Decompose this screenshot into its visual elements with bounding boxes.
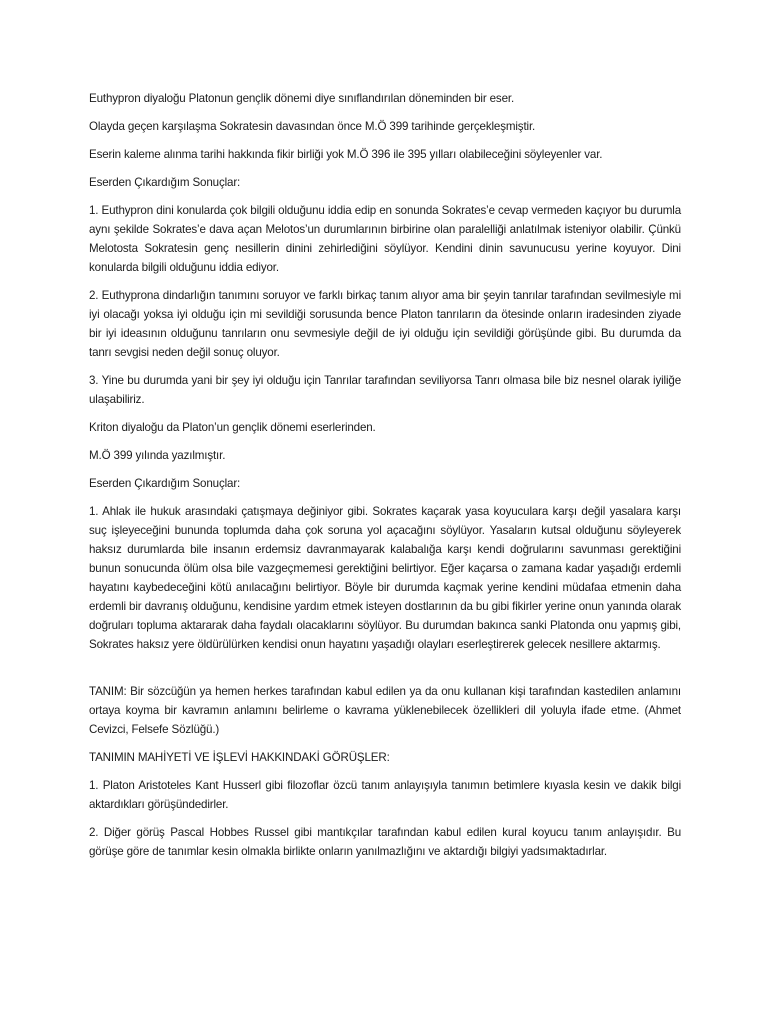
paragraph-view-1: 1. Platon Aristoteles Kant Husserl gibi filozoflar özcü tanım anlayışıyla tanımın betimlere kıyasla kesin ve dakik bilgi aktardıkları görüşündedirler.: [89, 779, 681, 811]
document-page: [89, 89, 681, 870]
heading-tanim-views: TANIMIN MAHİYETİ VE İŞLEVİ HAKKINDAKİ GÖRÜŞLER:: [89, 751, 390, 764]
paragraph-euthypron-intro: Euthypron diyaloğu Platonun gençlik dönemi diye sınıflandırılan döneminden bir eser.: [89, 92, 515, 105]
paragraph-kriton-conclusion-1: 1. Ahlak ile hukuk arasındaki çatışmaya değiniyor gibi. Sokrates kaçarak yasa koyuculara karşı değil yasalara karşı suç işleyeceğini bununda toplumda daha çok soruna yol açacağını söylüyor. Yasaların kutsal olduğunu söyleyerek haksız durumlarda bile insanın erdemsiz davranmayarak kalabalığa karşı kendi doğrularını savunması gerektiğini bunun sonucunda ölüm olsa bile vazgeçmemesi gerektiğini belirtiyor. Eğer kaçarsa o zamana kadar yaşadığı erdemli hayatını kaybedeceğini kötü anılacağını belirtiyor. Böyle bir durumda kaçmak yerine kendini müdafaa etmenin daha erdemli bir davranış olduğunu, kendisine yardım etmek isteyen dostlarının da bu gibi fikirler yerine onun yanında olarak doğruları topluma aktararak daha faydalı olacaklarını söylüyor. Bu durumdan bakınca sanki Platonda onu yapmış gibi, Sokrates haksız yere öldürülürken kendisi onun hayatını yaşadığı olayları eserleştirerek gelecek nesillere aktarmış.: [89, 505, 681, 651]
heading-conclusions-2: Eserden Çıkardığım Sonuçlar:: [89, 477, 241, 490]
paragraph-tanim-definition: TANIM: Bir sözcüğün ya hemen herkes tarafından kabul edilen ya da onu kullanan kişi tarafından kastedilen anlamını ortaya koyma bir kavramın anlamını belirleme o kavrama yüklenebilecek özellikleri dil yoluyla ifade etme. (Ahmet Cevizci, Felsefe Sözlüğü.): [89, 685, 681, 736]
paragraph-view-2: 2. Diğer görüş Pascal Hobbes Russel gibi mantıkçılar tarafından kabul edilen kural koyucu tanım anlayışıdır. Bu görüşe göre de tanımlar kesin olmakla birlikte onların yanılmazlığını ve aktardığı bilgiyi yadsımaktadırlar.: [89, 826, 681, 858]
paragraph-writing-date: Eserin kaleme alınma tarihi hakkında fikir birliği yok M.Ö 396 ile 395 yılları olabileceğini söyleyenler var.: [89, 148, 603, 161]
paragraph-meeting-date: Olayda geçen karşılaşma Sokratesin davasından önce M.Ö 399 tarihinde gerçekleşmiştir.: [89, 120, 536, 133]
paragraph-kriton-intro: Kriton diyaloğu da Platon’un gençlik dönemi eserlerinden.: [89, 421, 376, 434]
paragraph-conclusion-2: 2. Euthyprona dindarlığın tanımını soruyor ve farklı birkaç tanım alıyor ama bir şeyin tanrılar tarafından sevilmesiyle mi iyi olacağı yoksa iyi olduğu için mi sevildiği sorusunda bence Platon tanrıların da ötesinde onların iradesinden ziyade bir iyi ideasının olduğunu tanrıların onu sevmesiyle değil de iyi olduğu için sevildiği görüşünde gibi. Bu durumda da tanrı sevgisi neden değil sonuç oluyor.: [89, 289, 681, 359]
paragraph-conclusion-3: 3. Yine bu durumda yani bir şey iyi olduğu için Tanrılar tarafından seviliyorsa Tanrı olmasa bile biz nesnel olarak iyiliğe ulaşabiliriz.: [89, 374, 681, 406]
blank-line: [89, 663, 681, 682]
paragraph-kriton-date: M.Ö 399 yılında yazılmıştır.: [89, 449, 226, 462]
heading-conclusions-1: Eserden Çıkardığım Sonuçlar:: [89, 176, 241, 189]
paragraph-conclusion-1: 1. Euthypron dini konularda çok bilgili olduğunu iddia edip en sonunda Sokrates’e cevap vermeden kaçıyor bu durumla aynı şekilde Sokrates’e dava açan Melotos’un durumlarının birbirine olan paralelliği anlatılmak isteniyor olabilir. Çünkü Melotosta Sokratesin genç nesillerin dinini zehirlediğini söylüyor. Kendini dinin savunucusu yerine koyuyor. Dini konularda bilgili olduğunu iddia ediyor.: [89, 204, 681, 274]
